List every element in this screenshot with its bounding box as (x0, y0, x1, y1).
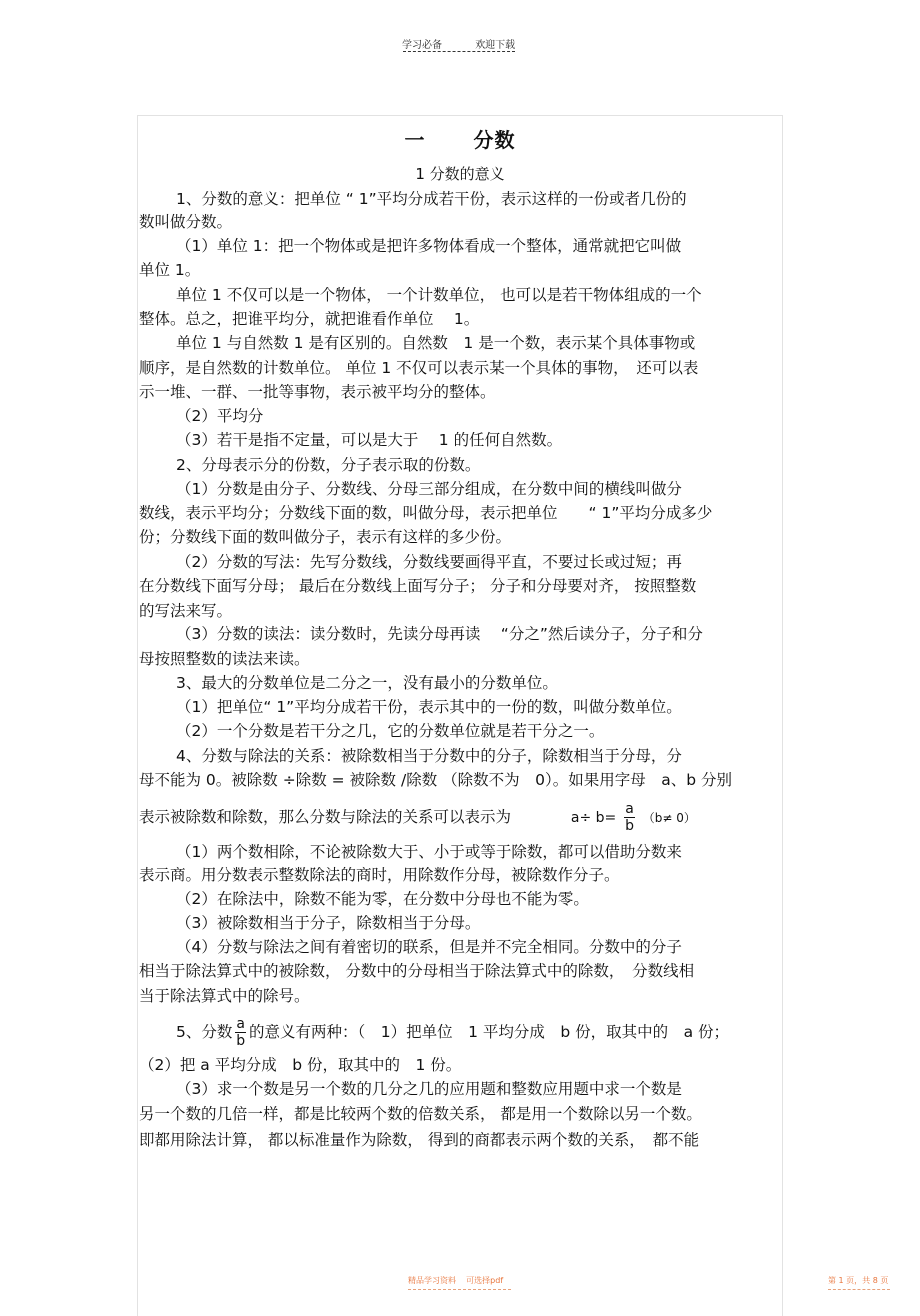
item5-rest: 的意义有两种：（ 1）把单位 1 平均分成 b 份，取其中的 a 份； (248, 1023, 730, 1041)
text-line: 1、分数的意义：把单位 “ 1”平均分成若干份，表示这样的一份或者几份的 (176, 190, 687, 208)
text-line: 单位 1 与自然数 1 是有区别的。自然数 1 是一个数，表示某个具体事物或 (176, 334, 696, 352)
chapter-title (0, 124, 920, 153)
chapter-name: 分数 (473, 128, 516, 152)
header-divider (403, 51, 515, 52)
text-line: 即都用除法计算， 都以标准量作为除数， 得到的商都表示两个数的关系， 都不能 (139, 1131, 700, 1149)
text-line: 的写法来写。 (139, 602, 233, 620)
numerator: a (236, 1016, 245, 1032)
denominator: b (625, 818, 634, 834)
text-line: （3）若干是指不定量，可以是大于 1 的任何自然数。 (176, 431, 563, 449)
text-line: 4、分数与除法的关系：被除数相当于分数中的分子，除数相当于分母，分 (176, 747, 682, 765)
item-5-line (176, 1016, 729, 1049)
text-line: （2）在除法中，除数不能为零，在分数中分母也不能为零。 (176, 890, 589, 908)
numerator: a (625, 801, 634, 817)
text-line: （2）平均分 (176, 407, 264, 425)
text-line: （3）分数的读法：读分数时，先读分母再读 “分之”然后读分子，分子和分 (176, 625, 703, 643)
text-line: 单位 1。 (139, 261, 201, 279)
footer-label-2: 可选择pdf (466, 1276, 504, 1285)
text-line: 整体。总之，把谁平均分，就把谁看作单位 1。 (139, 310, 480, 328)
text-line: 示一堆、一群、一批等事物，表示被平均分的整体。 (139, 383, 496, 401)
text-line: （3）求一个数是另一个数的几分之几的应用题和整数应用题中求一个数是 (176, 1080, 682, 1098)
text-line: 表示商。用分数表示整数除法的商时，用除数作分母，被除数作分子。 (139, 866, 620, 884)
page-number: 第 1 页，共 8 页 (828, 1276, 889, 1285)
fraction (624, 801, 635, 834)
footer-divider-right (828, 1289, 890, 1290)
formula-condition: （b≠ 0） (642, 811, 696, 825)
text-line: 相当于除法算式中的被除数， 分数中的分母相当于除法算式中的除数， 分数线相 (139, 962, 695, 980)
text-line: 顺序，是自然数的计数单位。 单位 1 不仅可以表示某一个具体的事物， 还可以表 (139, 359, 699, 377)
text-line: 在分数线下面写分母； 最后在分数线上面写分子； 分子和分母要对齐， 按照整数 (139, 577, 697, 595)
text-line: （4）分数与除法之间有着密切的联系，但是并不完全相同。分数中的分子 (176, 938, 682, 956)
text-line: 母按照整数的读法来读。 (139, 650, 310, 668)
footer-left (408, 1275, 503, 1286)
header-right: 欢迎下载 (475, 40, 516, 51)
footer-label: 精品学习资料 (408, 1276, 456, 1285)
footer-divider-left (408, 1289, 511, 1290)
text-line: （1）单位 1：把一个物体或是把许多物体看成一个整体，通常就把它叫做 (176, 237, 682, 255)
fraction (235, 1016, 246, 1049)
item5-prefix: 5、分数 (176, 1023, 233, 1041)
text-line: （1）分数是由分子、分数线、分母三部分组成，在分数中间的横线叫做分 (176, 480, 682, 498)
formula-line (139, 801, 696, 834)
text-line: 母不能为 0。被除数 ÷除数 = 被除数 /除数 （除数不为 0）。如果用字母 a、b 分别 (139, 771, 732, 789)
text-line: （1）把单位“ 1”平均分成若干份，表示其中的一份的数，叫做分数单位。 (176, 698, 682, 716)
text-line: （2）一个分数是若干分之几，它的分数单位就是若干分之一。 (176, 722, 605, 740)
text-line: （2）分数的写法：先写分数线，分数线要画得平直，不要过长或过短；再 (176, 553, 682, 571)
text-line: 另一个数的几倍一样，都是比较两个数的倍数关系， 都是用一个数除以另一个数。 (139, 1105, 702, 1123)
text-line: 单位 1 不仅可以是一个物体， 一个计数单位， 也可以是若干物体组成的一个 (176, 286, 702, 304)
formula-expr: a÷ b= (570, 810, 617, 826)
text-line: （1）两个数相除，不论被除数大于、小于或等于除数，都可以借助分数来 (176, 843, 682, 861)
text-line: 份；分数线下面的数叫做分子，表示有这样的多少份。 (139, 528, 512, 546)
header-left: 学习必备 (402, 40, 442, 51)
formula-text: 表示被除数和除数，那么分数与除法的关系可以表示为 (139, 808, 512, 826)
chapter-number: 一 (404, 128, 426, 152)
section-title: 1 分数的意义 (415, 165, 505, 183)
text-line: （3）被除数相当于分子，除数相当于分母。 (176, 914, 481, 932)
text-line: 数线，表示平均分；分数线下面的数，叫做分母，表示把单位 “ 1”平均分成多少 (139, 504, 713, 522)
page-header (402, 36, 545, 51)
text-line: 当于除法算式中的除号。 (139, 987, 310, 1005)
denominator: b (236, 1033, 246, 1049)
text-line: （2）把 a 平均分成 b 份，取其中的 1 份。 (139, 1056, 462, 1074)
text-line: 3、最大的分数单位是二分之一，没有最小的分数单位。 (176, 674, 558, 692)
text-line: 2、分母表示分的份数，分子表示取的份数。 (176, 456, 481, 474)
text-line: 数叫做分数。 (139, 213, 233, 231)
